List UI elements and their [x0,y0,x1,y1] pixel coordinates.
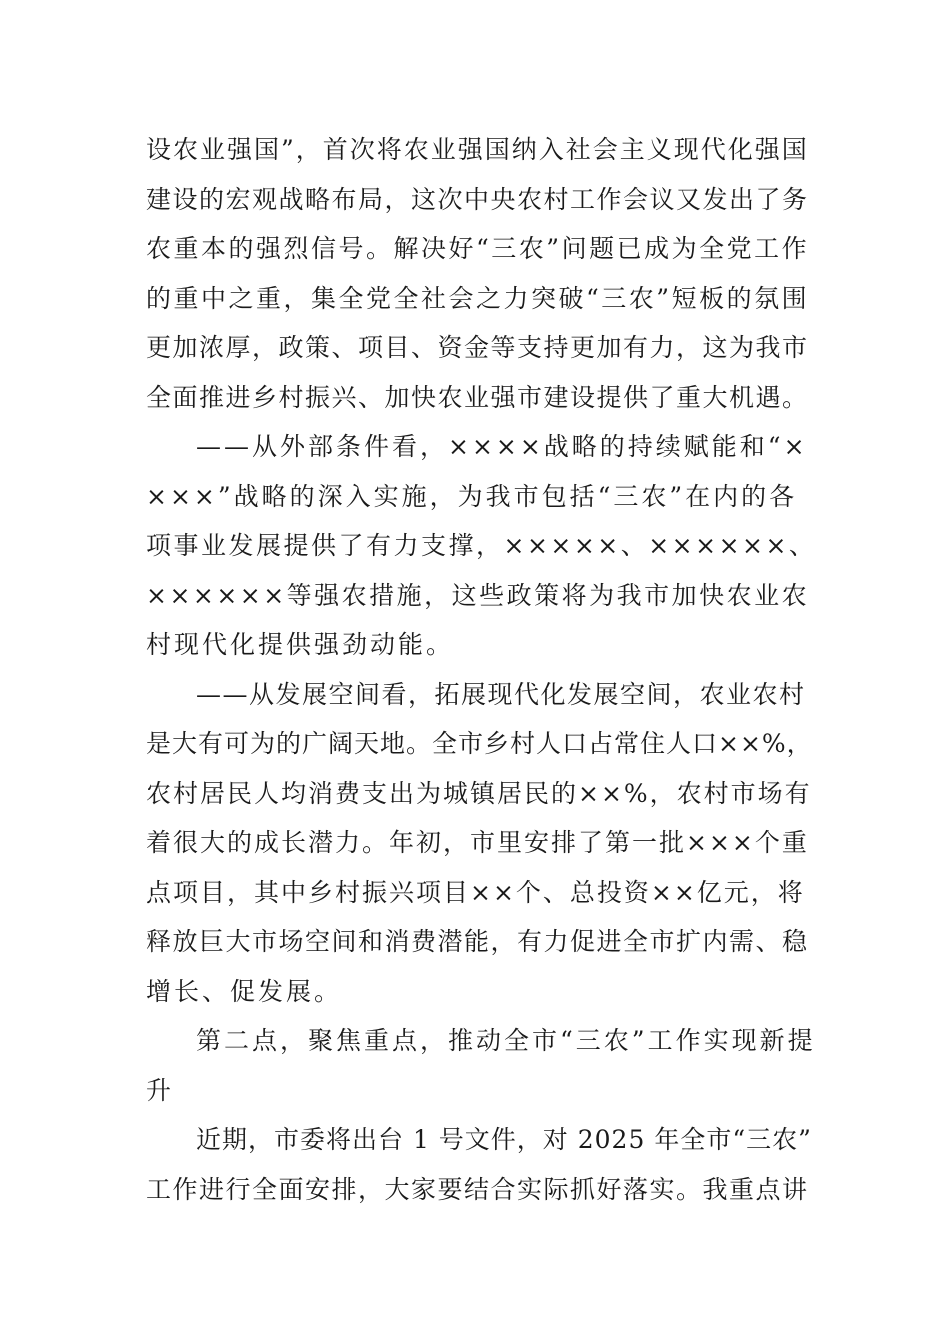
text-line: 是大有可为的广阔天地。全市乡村人口占常住人口××%， [146,729,813,758]
text-line: 农重本的强烈信号。解决好“三农”问题已成为全党工作 [146,234,810,263]
text-line: ——从发展空间看，拓展现代化发展空间，农业农村 [196,679,806,709]
text-line: 增长、促发展。 [146,976,343,1006]
document-body [146,125,816,1214]
text-line: 农村居民人均消费支出为城镇居民的××%，农村市场有 [146,778,812,808]
text-line: 着很大的成长潜力。年初，市里安排了第一批×××个重 [146,828,809,857]
text-line: 第二点，聚焦重点，推动全市“三农”工作实现新提 [196,1026,816,1055]
text-line: ——从外部条件看，××××战略的持续赋能和“× [196,432,808,461]
text-line: 全面推进乡村振兴、加快农业强市建设提供了重大机遇。 [146,382,809,412]
text-line: 近期，市委将出台 1 号文件，对 2025 年全市“三农” [196,1125,812,1154]
text-line: 升 [146,1075,175,1105]
text-line: 的重中之重，集全党全社会之力突破“三农”短板的氛围 [146,283,810,313]
text-line: 更加浓厚，政策、项目、资金等支持更加有力，这为我市 [146,333,809,362]
text-line: 点项目，其中乡村振兴项目××个、总投资××亿元，将 [146,877,805,907]
text-line: 释放巨大市场空间和消费潜能，有力促进全市扩内需、稳 [146,927,809,956]
text-line: 项事业发展提供了有力支撑，×××××、××××××、 [146,531,817,560]
text-line: ××××××等强农措施，这些政策将为我市加快农业农 [146,580,810,610]
text-line: 建设的宏观战略布局，这次中央农村工作会议又发出了务 [146,184,809,214]
text-line: 村现代化提供强劲动能。 [146,630,455,659]
text-line: 工作进行全面安排，大家要结合实际抓好落实。我重点讲 [146,1174,809,1204]
text-line: ×××”战略的深入实施，为我市包括“三农”在内的各 [146,481,798,511]
text-line: 设农业强国”，首次将农业强国纳入社会主义现代化强国 [146,135,809,164]
